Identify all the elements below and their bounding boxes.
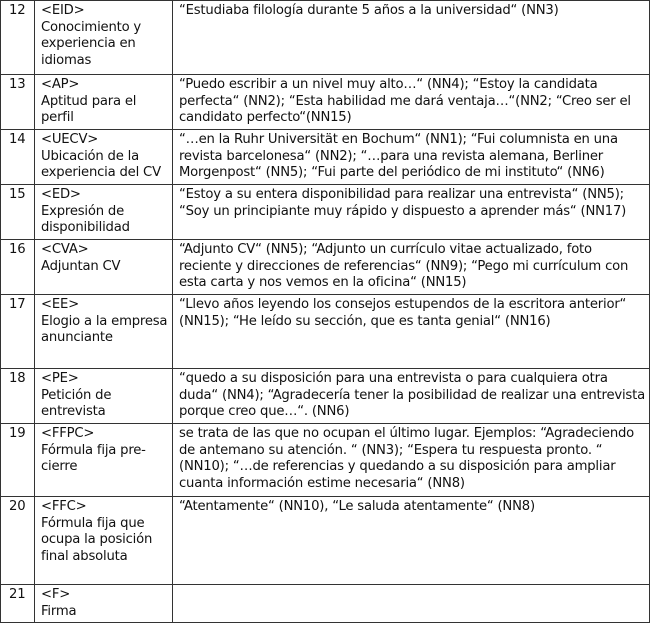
example-cell: “Atentamente“ (NN10), “Le saluda atentamente“ (NN8)	[173, 497, 650, 585]
row-number: 13	[1, 75, 35, 130]
category-code: <FFPC>	[41, 426, 95, 441]
category-cell	[35, 295, 173, 369]
category-code: <PE>	[41, 371, 79, 386]
table-row	[1, 585, 650, 623]
row-number: 14	[1, 130, 35, 185]
example-cell: “quedo a su disposición para una entrevista o para cualquiera otra duda“ (NN4); “Agradecería tener la posibilidad de realizar una entrevista porque creo que…“. (NN6)	[173, 369, 650, 424]
example-cell: “Estudiaba filología durante 5 años a la universidad“ (NN3)	[173, 1, 650, 75]
example-cell: “Puedo escribir a un nivel muy alto…“ (NN4); “Estoy la candidata perfecta“ (NN2); “Esta habilidad me dará ventaja…“(NN2; “Creo ser el candidato perfecto“(NN15)	[173, 75, 650, 130]
category-code: <ED>	[41, 187, 81, 202]
category-name: Firma	[41, 603, 77, 619]
category-cell	[35, 369, 173, 424]
category-cell	[35, 240, 173, 295]
category-cell	[35, 424, 173, 497]
category-cell	[35, 497, 173, 585]
row-number: 21	[1, 585, 35, 623]
row-number: 15	[1, 185, 35, 240]
category-cell	[35, 185, 173, 240]
category-name: Adjuntan CV	[41, 258, 121, 274]
category-cell	[35, 585, 173, 623]
row-number: 19	[1, 424, 35, 497]
category-cell	[35, 75, 173, 130]
category-name: Aptitud para el perfil	[41, 93, 137, 126]
category-name: Ubicación de la experiencia del CV	[41, 148, 161, 181]
table-row	[1, 369, 650, 424]
category-name: Fórmula fija que ocupa la posición final absoluta	[41, 515, 153, 564]
example-cell: se trata de las que no ocupan el último lugar. Ejemplos: “Agradeciendo de antemano su atención. “ (NN3); “Espera tu respuesta pronto. “ (NN10); “…de referencias y quedando a su disposición para ampliar cuanta información estime necesaria“ (NN8)	[173, 424, 650, 497]
category-code: <EE>	[41, 297, 79, 312]
table-row	[1, 497, 650, 585]
category-cell	[35, 1, 173, 75]
category-code: <UECV>	[41, 132, 99, 147]
category-code: <CVA>	[41, 242, 89, 257]
example-cell: “…en la Ruhr Universität en Bochum“ (NN1); “Fui columnista en una revista barcelonesa“ (NN2); “…para una revista alemana, Berliner Morgenpost“ (NN5); “Fui parte del periódico de mi instituto“ (NN6)	[173, 130, 650, 185]
category-code: <EID>	[41, 3, 85, 18]
category-name: Petición de entrevista	[41, 387, 112, 420]
table-row	[1, 295, 650, 369]
table-row	[1, 130, 650, 185]
table-row	[1, 75, 650, 130]
category-name: Elogio a la empresa anunciante	[41, 313, 168, 346]
table-row	[1, 240, 650, 295]
example-cell	[173, 585, 650, 623]
row-number: 17	[1, 295, 35, 369]
row-number: 16	[1, 240, 35, 295]
row-number: 20	[1, 497, 35, 585]
table-row	[1, 185, 650, 240]
table-row	[1, 424, 650, 497]
row-number: 12	[1, 1, 35, 75]
category-name: Expresión de disponibilidad	[41, 203, 130, 236]
category-cell	[35, 130, 173, 185]
category-code: <F>	[41, 587, 71, 602]
row-number: 18	[1, 369, 35, 424]
example-cell: “Llevo años leyendo los consejos estupendos de la escritora anterior“ (NN15); “He leído su sección, que es tanta genial“ (NN16)	[173, 295, 650, 369]
category-code: <AP>	[41, 77, 80, 92]
example-cell: “Adjunto CV“ (NN5); “Adjunto un currículo vitae actualizado, foto reciente y direcciones de referencias“ (NN9); “Pego mi currículum con esta carta y nos vemos en la oficina“ (NN15)	[173, 240, 650, 295]
category-name: Conocimiento y experiencia en idiomas	[41, 19, 142, 68]
example-cell: “Estoy a su entera disponibilidad para realizar una entrevista“ (NN5); “Soy un principiante muy rápido y dispuesto a aprender más“ (NN17)	[173, 185, 650, 240]
category-code: <FFC>	[41, 499, 87, 514]
table-row	[1, 1, 650, 75]
category-name: Fórmula fija pre-cierre	[41, 442, 146, 475]
